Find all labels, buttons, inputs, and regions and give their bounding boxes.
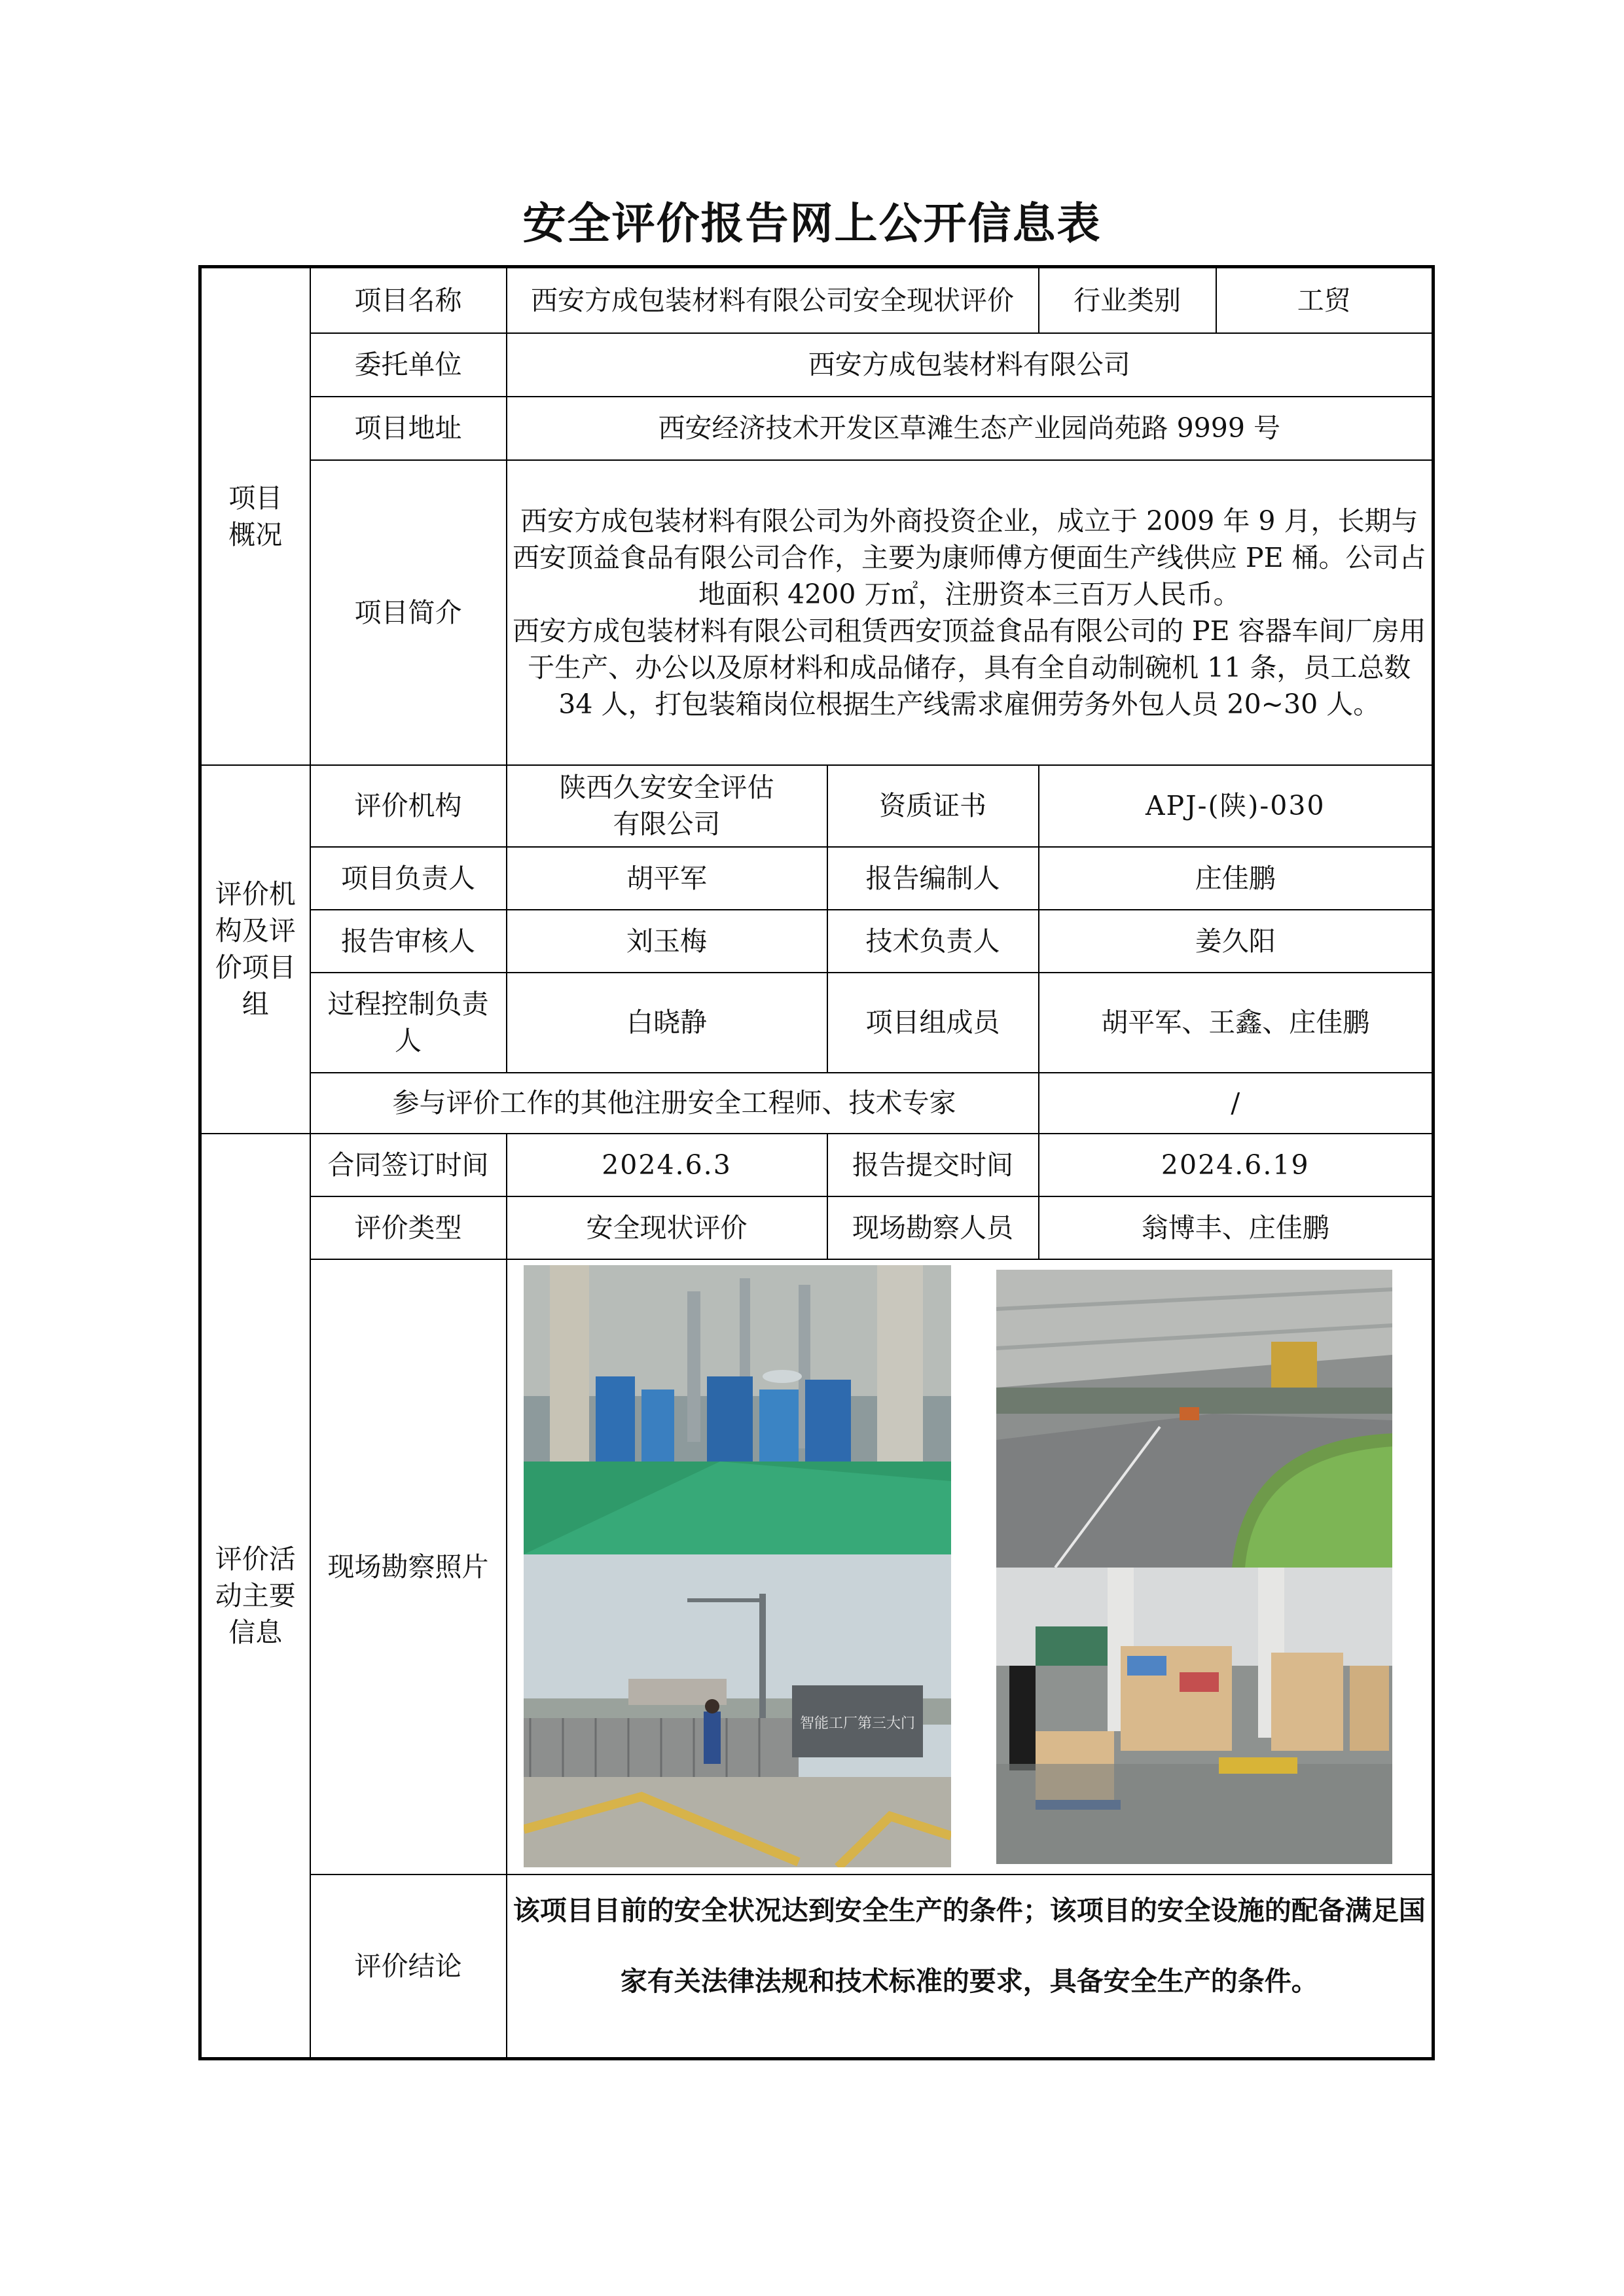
- other-experts-label: 参与评价工作的其他注册安全工程师、技术专家: [310, 1073, 1039, 1134]
- address-label: 项目地址: [310, 397, 507, 460]
- tech-label: 技术负责人: [827, 910, 1039, 973]
- other-experts-value: /: [1039, 1073, 1434, 1134]
- project-name-label: 项目名称: [310, 267, 507, 333]
- process-label: 过程控制负责人: [310, 973, 507, 1073]
- intro-paragraph-1: 西安方成包装材料有限公司为外商投资企业，成立于 2009 年 9 月，长期与西安顶益食品有限公司合作，主要为康师傅方便面生产线供应 PE 桶。公司占地面积 4200 万㎡，注册资本三百万人民币。: [512, 505, 1426, 610]
- info-table: [198, 265, 1435, 2060]
- photo-warehouse: [996, 1568, 1392, 1864]
- contract-date-label: 合同签订时间: [310, 1134, 507, 1196]
- photo-loading-dock: [996, 1270, 1392, 1568]
- photos-cell: [507, 1259, 1434, 1874]
- client-value: 西安方成包装材料有限公司: [507, 333, 1434, 397]
- agency-label: 评价机构: [310, 765, 507, 847]
- intro-value: [507, 460, 1434, 765]
- activity-section-label: 评价活动主要信息: [200, 1134, 310, 2059]
- leader-value: 胡平军: [507, 847, 827, 910]
- address-value: 西安经济技术开发区草滩生态产业园尚苑路 9999 号: [507, 397, 1434, 460]
- gate-sign-text: 智能工厂第三大门: [799, 1715, 915, 1732]
- cert-label: 资质证书: [827, 765, 1039, 847]
- members-value: 胡平军、王鑫、庄佳鹏: [1039, 973, 1434, 1073]
- cert-value: APJ-(陕)-030: [1039, 765, 1434, 847]
- eval-type-value: 安全现状评价: [507, 1196, 827, 1259]
- contract-date-value: 2024.6.3: [507, 1134, 827, 1196]
- submit-date-label: 报告提交时间: [827, 1134, 1039, 1196]
- intro-label: 项目简介: [310, 460, 507, 765]
- surveyors-value: 翁博丰、庄佳鹏: [1039, 1196, 1434, 1259]
- photo-factory-gate: [524, 1554, 951, 1867]
- leader-label: 项目负责人: [310, 847, 507, 910]
- tech-value: 姜久阳: [1039, 910, 1434, 973]
- writer-value: 庄佳鹏: [1039, 847, 1434, 910]
- industry-label: 行业类别: [1039, 267, 1216, 333]
- intro-paragraph-2: 西安方成包装材料有限公司租赁西安顶益食品有限公司的 PE 容器车间厂房用于生产、办公以及原材料和成品储存，具有全自动制碗机 11 条，员工总数 34 人，打包装箱岗位根据生产线需求雇佣劳务外包人员 20~30 人。: [512, 615, 1426, 720]
- writer-label: 报告编制人: [827, 847, 1039, 910]
- photos-label: 现场勘察照片: [310, 1259, 507, 1874]
- agency-value: 陕西久安安全评估有限公司: [507, 765, 827, 847]
- reviewer-label: 报告审核人: [310, 910, 507, 973]
- org-section-label: 评价机构及评价项目组: [200, 765, 310, 1134]
- industry-value: 工贸: [1216, 267, 1434, 333]
- overview-section-label: 项目 概况: [200, 267, 310, 765]
- photo-workshop: [524, 1265, 951, 1554]
- client-label: 委托单位: [310, 333, 507, 397]
- project-name-value: 西安方成包装材料有限公司安全现状评价: [507, 267, 1039, 333]
- conclusion-label: 评价结论: [310, 1874, 507, 2059]
- conclusion-text: 该项目目前的安全状况达到安全生产的条件；该项目的安全设施的配备满足国家有关法律法规和技术标准的要求，具备安全生产的条件。: [513, 1894, 1426, 1997]
- process-value: 白晓静: [507, 973, 827, 1073]
- reviewer-value: 刘玉梅: [507, 910, 827, 973]
- submit-date-value: 2024.6.19: [1039, 1134, 1434, 1196]
- conclusion-value: [507, 1874, 1434, 2059]
- eval-type-label: 评价类型: [310, 1196, 507, 1259]
- members-label: 项目组成员: [827, 973, 1039, 1073]
- surveyors-label: 现场勘察人员: [827, 1196, 1039, 1259]
- page-title: 安全评价报告网上公开信息表: [522, 198, 1102, 249]
